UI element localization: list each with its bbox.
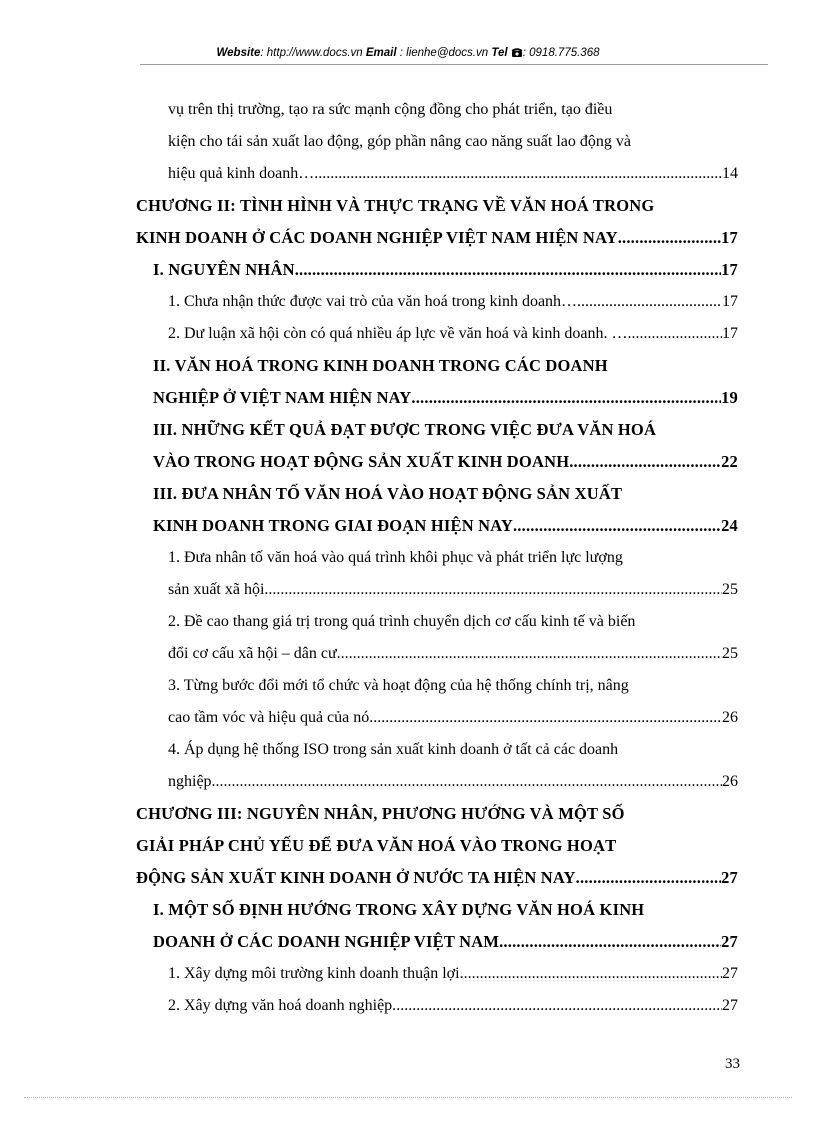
toc-entry-text: hiệu quả kinh doanh… (168, 165, 315, 182)
toc-entry-leader-line (153, 926, 738, 958)
toc-entry-text: 3. Từng bước đổi mới tổ chức và hoạt động của hệ thống chính trị, nâng (168, 677, 629, 694)
toc-entry-text: II. VĂN HOÁ TRONG KINH DOANH TRONG CÁC DOANH (153, 356, 608, 375)
toc-entry-text: nghiệp. (168, 773, 216, 790)
toc-entry-leader-line (168, 286, 738, 318)
dot-leader (411, 382, 721, 414)
dot-leader (216, 766, 722, 798)
toc-entry-leader-line (168, 766, 738, 798)
toc-entry-text: 1. Đưa nhân tố văn hoá vào quá trình khôi phục và phát triển lực lượng (168, 549, 623, 566)
footer-divider (24, 1097, 792, 1098)
toc-entry-leader-line (136, 862, 738, 894)
toc-entry-text: đổi cơ cấu xã hội – dân cư. (168, 645, 341, 662)
dot-leader (341, 638, 722, 670)
email-value[interactable]: : lienhe@docs.vn (399, 47, 489, 59)
toc-entry-text: vụ trên thị trường, tạo ra sức mạnh cộng đồng cho phát triển, tạo điều (168, 101, 613, 118)
dot-leader (499, 926, 721, 958)
dot-leader (569, 446, 721, 478)
phone-icon (511, 47, 523, 61)
email-label: Email (365, 47, 397, 59)
toc-entry-text: I. MỘT SỐ ĐỊNH HƯỚNG TRONG XÂY DỰNG VĂN HOÁ KINH (153, 900, 645, 919)
dot-leader (268, 574, 722, 606)
toc-page-number: 27 (722, 965, 738, 982)
tel-label: Tel (491, 47, 508, 59)
toc-page-number: 19 (721, 388, 738, 407)
toc-entry-leader-line (153, 254, 738, 286)
toc-entry-text: III. NHỮNG KẾT QUẢ ĐẠT ĐƯỢC TRONG VIỆC ĐƯA VĂN HOÁ (153, 420, 657, 439)
toc-page-number: 24 (721, 516, 738, 535)
toc-page-number: 22 (721, 452, 738, 471)
toc-entry-leader-line (136, 222, 738, 254)
toc-page-number: 17 (722, 293, 738, 310)
page-header (0, 47, 816, 61)
dot-leader (295, 254, 721, 286)
dot-leader (618, 222, 721, 254)
toc-entry-text: sản xuất xã hội. (168, 581, 269, 598)
tel-value: : 0918.775.368 (522, 47, 600, 59)
dot-leader (464, 958, 722, 990)
toc-page-number: 25 (722, 581, 738, 598)
dot-leader (314, 158, 722, 190)
dot-leader (576, 862, 721, 894)
toc-page-number: 27 (721, 932, 738, 951)
toc-page-number: 27 (722, 997, 738, 1014)
page-number: 33 (725, 1056, 740, 1072)
toc-entry-text: ĐỘNG SẢN XUẤT KINH DOANH Ở NƯỚC TA HIỆN NAY (136, 868, 576, 887)
dot-leader (627, 318, 722, 350)
toc-entry-leader-line (168, 574, 738, 606)
toc-entry-leader-line (153, 446, 738, 478)
toc-page-number: 17 (721, 228, 738, 247)
toc-entry-text: CHƯƠNG III: NGUYÊN NHÂN, PHƯƠNG HƯỚNG VÀ MỘT SỐ (136, 804, 625, 823)
dot-leader (577, 286, 722, 318)
header-divider (140, 64, 768, 65)
toc-entry-leader-line (168, 702, 738, 734)
toc-entry-leader-line (153, 510, 738, 542)
toc-entry-text: 2. Dư luận xã hội còn có quá nhiều áp lực về văn hoá và kinh doanh. … (168, 325, 628, 342)
toc-page-number: 25 (722, 645, 738, 662)
toc-page-number: 17 (722, 325, 738, 342)
toc-entry-text: 1. Chưa nhận thức được vai trò của văn hoá trong kinh doanh… (168, 293, 578, 310)
toc-entry-leader-line (153, 382, 738, 414)
toc-page-number: 14 (722, 165, 738, 182)
toc-entry-leader-line (168, 638, 738, 670)
toc-entry-leader-line (168, 158, 738, 190)
dot-leader (396, 990, 722, 1022)
toc-entry-text: I. NGUYÊN NHÂN (153, 260, 295, 279)
website-label: Website (216, 47, 261, 59)
toc-entry-text: III. ĐƯA NHÂN TỐ VĂN HOÁ VÀO HOẠT ĐỘNG SẢN XUẤT (153, 484, 623, 503)
toc-entry-text: kiện cho tái sản xuất lao động, góp phần nâng cao năng suất lao động và (168, 133, 631, 150)
toc-entry-text: KINH DOANH Ở CÁC DOANH NGHIỆP VIỆT NAM HIỆN NAY (136, 228, 618, 247)
toc-page-number: 26 (722, 709, 738, 726)
website-url[interactable]: : http://www.docs.vn (260, 47, 363, 59)
toc-entry-text: KINH DOANH TRONG GIAI ĐOẠN HIỆN NAY (153, 516, 513, 535)
toc-page-number: 26 (722, 773, 738, 790)
dot-leader (513, 510, 721, 542)
toc-entry-text: 2. Xây dựng văn hoá doanh nghiệp. (168, 997, 397, 1014)
toc-entry-text: 4. Áp dụng hệ thống ISO trong sản xuất kinh doanh ở tất cả các doanh (168, 741, 619, 758)
toc-entry-text: GIẢI PHÁP CHỦ YẾU ĐỂ ĐƯA VĂN HOÁ VÀO TRONG HOẠT (136, 836, 617, 855)
toc-page-number: 17 (721, 260, 738, 279)
toc-entry-leader-line (168, 318, 738, 350)
toc-entry-leader-line (168, 958, 738, 990)
toc-entry-text: DOANH Ở CÁC DOANH NGHIỆP VIỆT NAM (153, 932, 500, 951)
toc-entry-text: NGHIỆP Ở VIỆT NAM HIỆN NAY (153, 388, 412, 407)
toc-entry-text: CHƯƠNG II: TÌNH HÌNH VÀ THỰC TRẠNG VỀ VĂN HOÁ TRONG (136, 196, 655, 215)
toc-entry-text: VÀO TRONG HOẠT ĐỘNG SẢN XUẤT KINH DOANH (153, 452, 570, 471)
dot-leader (373, 702, 722, 734)
toc-entry-text: 2. Đề cao thang giá trị trong quá trình chuyển dịch cơ cấu kinh tế và biến (168, 613, 636, 630)
toc-entry-text: cao tầm vóc và hiệu quả của nó. (168, 709, 374, 726)
toc-page-number: 27 (721, 868, 738, 887)
toc-entry-text: 1. Xây dựng môi trường kinh doanh thuận lợi. (168, 965, 464, 982)
toc-entry-leader-line (168, 990, 738, 1022)
